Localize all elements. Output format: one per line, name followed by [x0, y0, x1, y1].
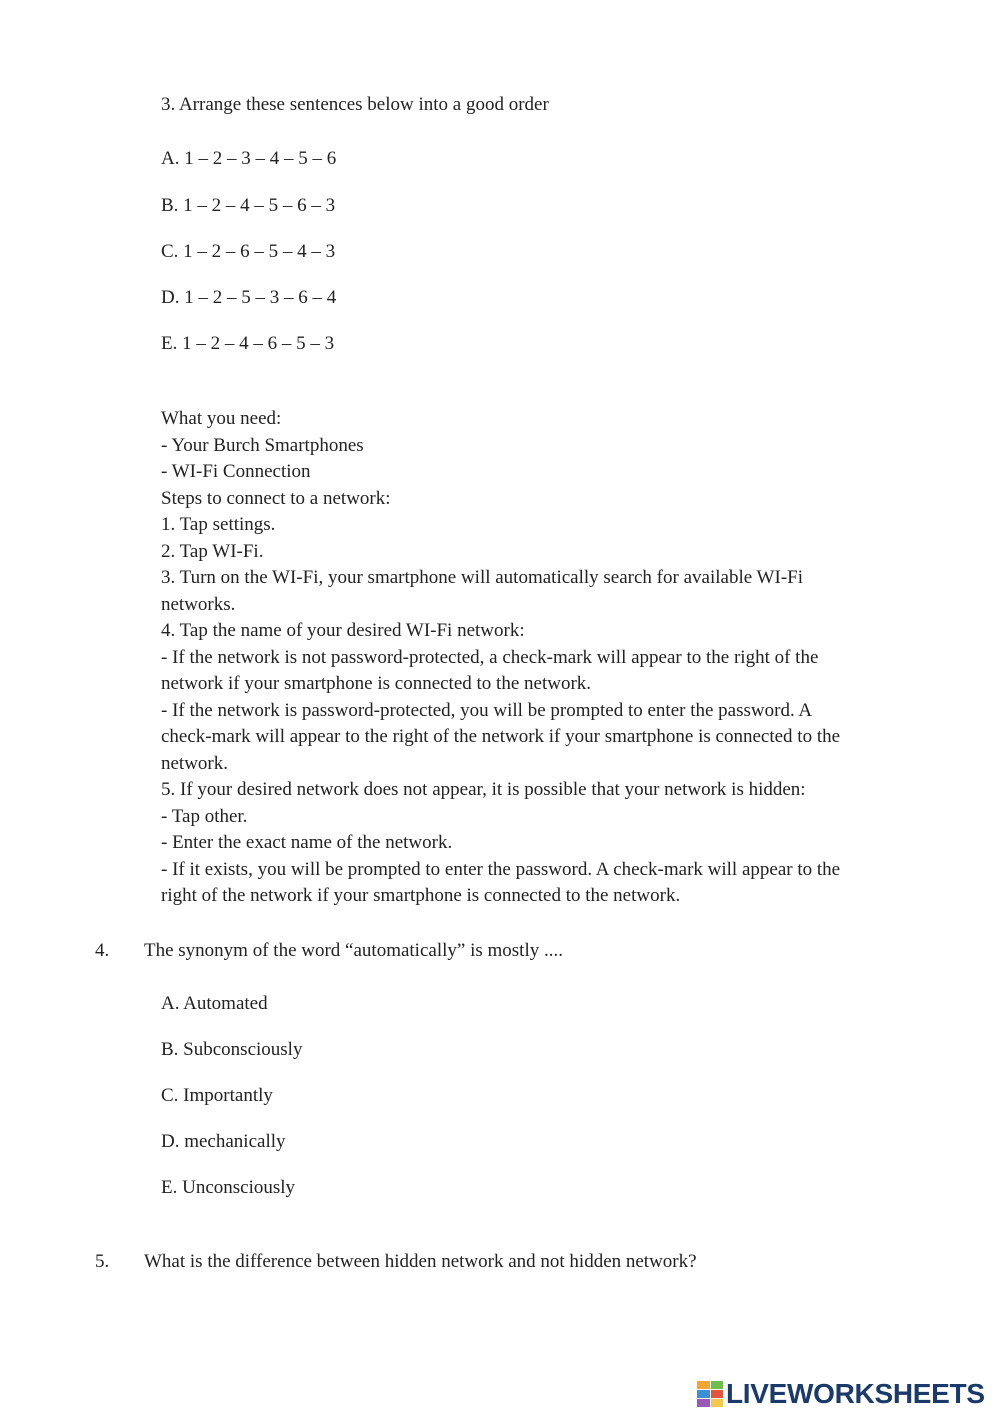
- passage-line: 2. Tap WI-Fi.: [161, 540, 264, 562]
- passage-line: - If the network is not password-protected, a check-mark will appear to the right of the: [161, 646, 819, 668]
- question-4-option-c[interactable]: C. Importantly: [161, 1085, 273, 1106]
- logo-tile: [697, 1381, 710, 1389]
- passage-line: 1. Tap settings.: [161, 514, 276, 535]
- passage-line: - If the network is password-protected, you will be prompted to enter the password. A: [161, 699, 813, 721]
- question-5-text: What is the difference between hidden network and not hidden network?: [144, 1251, 697, 1272]
- logo-tiles-icon: [697, 1381, 723, 1407]
- question-3-option-c[interactable]: C. 1 – 2 – 6 – 5 – 4 – 3: [161, 241, 336, 262]
- passage-line: - Enter the exact name of the network.: [161, 832, 453, 853]
- passage-line: 4. Tap the name of your desired WI-Fi network:: [161, 620, 525, 641]
- passage-line: check-mark will appear to the right of the network if your smartphone is connected to the: [161, 726, 841, 747]
- passage-line: network if your smartphone is connected to the network.: [161, 673, 592, 694]
- question-3-option-e[interactable]: E. 1 – 2 – 4 – 6 – 5 – 3: [161, 333, 335, 354]
- passage-line: 5. If your desired network does not appear, it is possible that your network is hidden:: [161, 779, 806, 800]
- passage-line: Steps to connect to a network:: [161, 487, 391, 509]
- passage-line: right of the network if your smartphone is connected to the network.: [161, 885, 681, 906]
- passage-line: - Your Burch Smartphones: [161, 434, 364, 456]
- logo-tile: [697, 1390, 710, 1398]
- passage-line: - WI-Fi Connection: [161, 461, 311, 482]
- question-4-option-d[interactable]: D. mechanically: [161, 1131, 286, 1152]
- question-3-title: 3. Arrange these sentences below into a good order: [161, 94, 549, 115]
- question-4-option-e[interactable]: E. Unconsciously: [161, 1177, 296, 1198]
- liveworksheets-logo[interactable]: [697, 1377, 985, 1411]
- reading-passage: [161, 406, 901, 910]
- passage-line: What you need:: [161, 408, 282, 429]
- question-5-number: 5.: [95, 1251, 110, 1272]
- logo-tile: [697, 1399, 710, 1407]
- passage-line: networks.: [161, 593, 236, 615]
- question-4-text: The synonym of the word “automatically” is mostly ....: [144, 940, 563, 961]
- logo-tile: [711, 1381, 724, 1389]
- question-4-option-a[interactable]: A. Automated: [161, 993, 268, 1014]
- question-3-option-b[interactable]: B. 1 – 2 – 4 – 5 – 6 – 3: [161, 195, 336, 216]
- logo-text: LIVEWORKSHEETS: [726, 1378, 985, 1409]
- question-4-option-b[interactable]: B. Subconsciously: [161, 1039, 303, 1060]
- question-3-option-d[interactable]: D. 1 – 2 – 5 – 3 – 6 – 4: [161, 287, 337, 308]
- logo-tile: [711, 1390, 724, 1398]
- passage-line: - Tap other.: [161, 805, 248, 827]
- question-4-number: 4.: [95, 940, 110, 961]
- passage-line: network.: [161, 752, 229, 774]
- question-3-option-a[interactable]: A. 1 – 2 – 3 – 4 – 5 – 6: [161, 148, 337, 169]
- passage-line: 3. Turn on the WI-Fi, your smartphone will automatically search for available WI-Fi: [161, 567, 803, 588]
- logo-tile: [711, 1399, 724, 1407]
- passage-line: - If it exists, you will be prompted to enter the password. A check-mark will appear to the: [161, 858, 841, 880]
